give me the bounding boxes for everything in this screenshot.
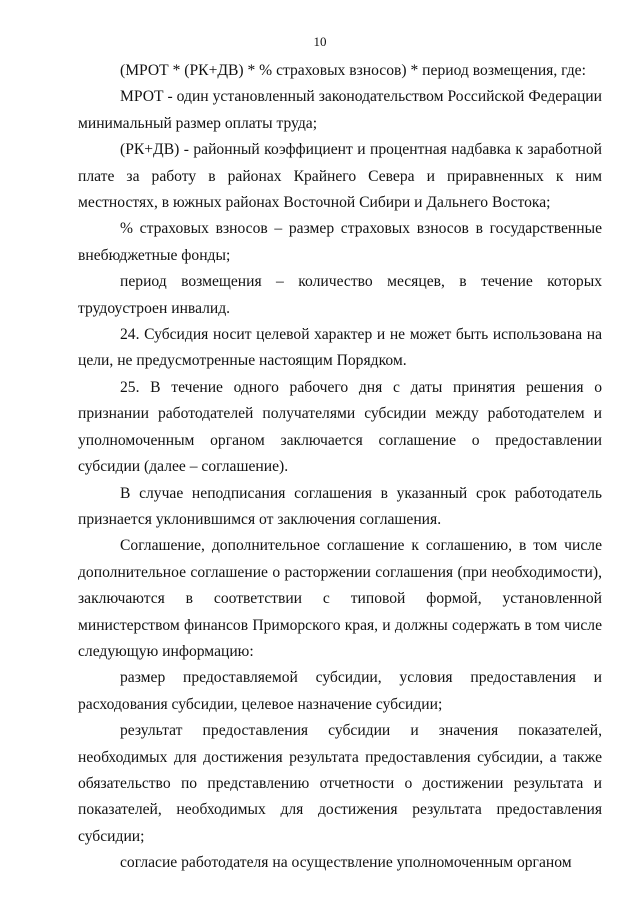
paragraph-item-25: 25. В течение одного рабочего дня с даты принятия решения о признании работодателей получателями субсидии между работодателем и уполномоченным органом заключается соглашение о предоставлении субсидии (далее – соглашение). xyxy=(78,378,602,476)
document-body xyxy=(78,58,602,877)
paragraph-refusal: В случае неподписания соглашения в указанный срок работодатель признается уклонившимся от заключения соглашения. xyxy=(78,484,602,528)
paragraph-result: результат предоставления субсидии и значения показателей, необходимых для достижения результата предоставления субсидии, а также обязательство по представлению отчетности о достижении результата и показателей, необходимых для достижения результата предоставления субсидии; xyxy=(78,722,602,845)
page-number: 10 xyxy=(313,34,327,49)
paragraph-formula: (МРОТ * (РК+ДВ) * % страховых взносов) * период возмещения, где: xyxy=(120,62,586,79)
paragraph-mrot-definition: МРОТ - один установленный законодательством Российской Федерации минимальный размер оплаты труда; xyxy=(78,88,602,132)
paragraph-rk-dv-definition: (РК+ДВ) - районный коэффициент и процентная надбавка к заработной плате за работу в районах Крайнего Севера и приравненных к ним местностях, в южных районах Восточной Сибири и Дальнего Востока; xyxy=(78,141,602,212)
paragraph-consent: согласие работодателя на осуществление уполномоченным органом xyxy=(120,854,572,872)
paragraph-insurance-definition: % страховых взносов – размер страховых взносов в государственные внебюджетные фонды; xyxy=(78,220,602,264)
paragraph-agreement: Соглашение, дополнительное соглашение к соглашению, в том числе дополнительное соглашение о расторжении соглашения (при необходимости), заключаются в соответствии с типовой формой, установленной министерством финансов Приморского края, и должны содержать в том числе следующую информацию: xyxy=(78,537,602,660)
paragraph-period-definition: период возмещения – количество месяцев, в течение которых трудоустроен инвалид. xyxy=(78,273,602,317)
paragraph-subsidy-size: размер предоставляемой субсидии, условия предоставления и расходования субсидии, целевое назначение субсидии; xyxy=(78,669,602,713)
paragraph-item-24: 24. Субсидия носит целевой характер и не может быть использована на цели, не предусмотренные настоящим Порядком. xyxy=(78,326,602,370)
